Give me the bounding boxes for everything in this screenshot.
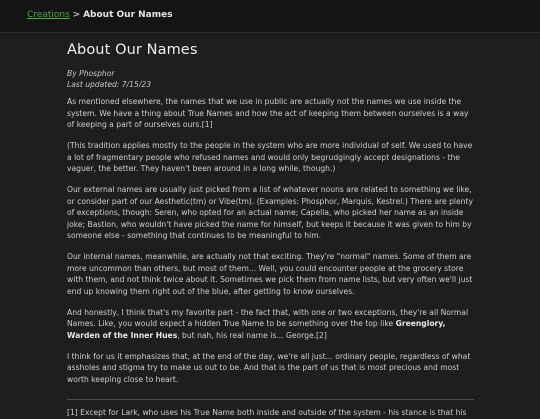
paragraph-5-text-a: And honestly, I think that's my favorite part - the fact that, with one or two exceptions, they're all Normal Names. Like, you would expect a hidden True Name to be something over the top like (67, 307, 469, 328)
page-title: About Our Names (67, 42, 198, 58)
updated-line: Last updated: 7/15/23 (67, 80, 152, 89)
paragraph-6: I think for us it emphasizes that, at the end of the day, we're all just... ordinary people, regardless of what assholes and stigma try to make us out to be. And that is the part of us that is most precious and most worth keeping close to heart. (67, 351, 471, 384)
paragraph-4: Our internal names, meanwhile, are actually not that exciting. They're "normal" names. Some of them are more uncommon than others, but most of them... Well, you could encounter people at the grocery store with them, and not think twice about it. Sometimes we pick them from name lists, but very often we'll just end up knowing them right out of the blue, after getting to know ourselves. (67, 252, 473, 296)
paragraph-5 (67, 307, 474, 342)
paragraph-5-text-b: , but nah, his real name is... George.[2] (177, 330, 327, 340)
author-line: By Phosphor (67, 69, 115, 78)
footnote-divider (67, 399, 474, 400)
paragraph-1: As mentioned elsewhere, the names that we use in public are actually not the names we use inside the system. We have a thing about True Names and how the act of keeping them between ourselves is a way of keeping a part of ourselves ours.[1] (67, 97, 469, 129)
breadcrumb-current: About Our Names (83, 10, 173, 20)
article (0, 42, 540, 419)
paragraph-2: (This tradition applies mostly to the people in the system who are more individual of self. We used to have a lot of fragmentary people who refused names and would only begrudgingly accept designations - the vaguer, the better. They haven't been around in a long while, though.) (67, 141, 473, 173)
breadcrumb-link-creations[interactable]: Creations (27, 10, 70, 20)
breadcrumb-separator: > (72, 10, 81, 20)
paragraph-5-bold-name: Greenglory, Warden of the Inner Hues (67, 319, 446, 340)
paragraph-3: Our external names are usually just picked from a list of whatever nouns are related to something we like, or consider part of our Aesthetic(tm) or Vibe(tm). (Examples: Phosphor, Marquis, Kestrel.) There are plenty of exceptions, though: Seren, who opted for an actual name; Capella, who picked her name as an inside joke; Bastion, who wouldn't have picked the name for himself, but keeps it because it was given to him by someone else - something that continues to be meaningful to him. (67, 185, 473, 240)
article-meta (67, 68, 474, 90)
footnote-1: [1] Except for Lark, who uses his True Name both inside and outside of the system - his stance is that his (67, 408, 467, 417)
breadcrumb (0, 0, 540, 33)
